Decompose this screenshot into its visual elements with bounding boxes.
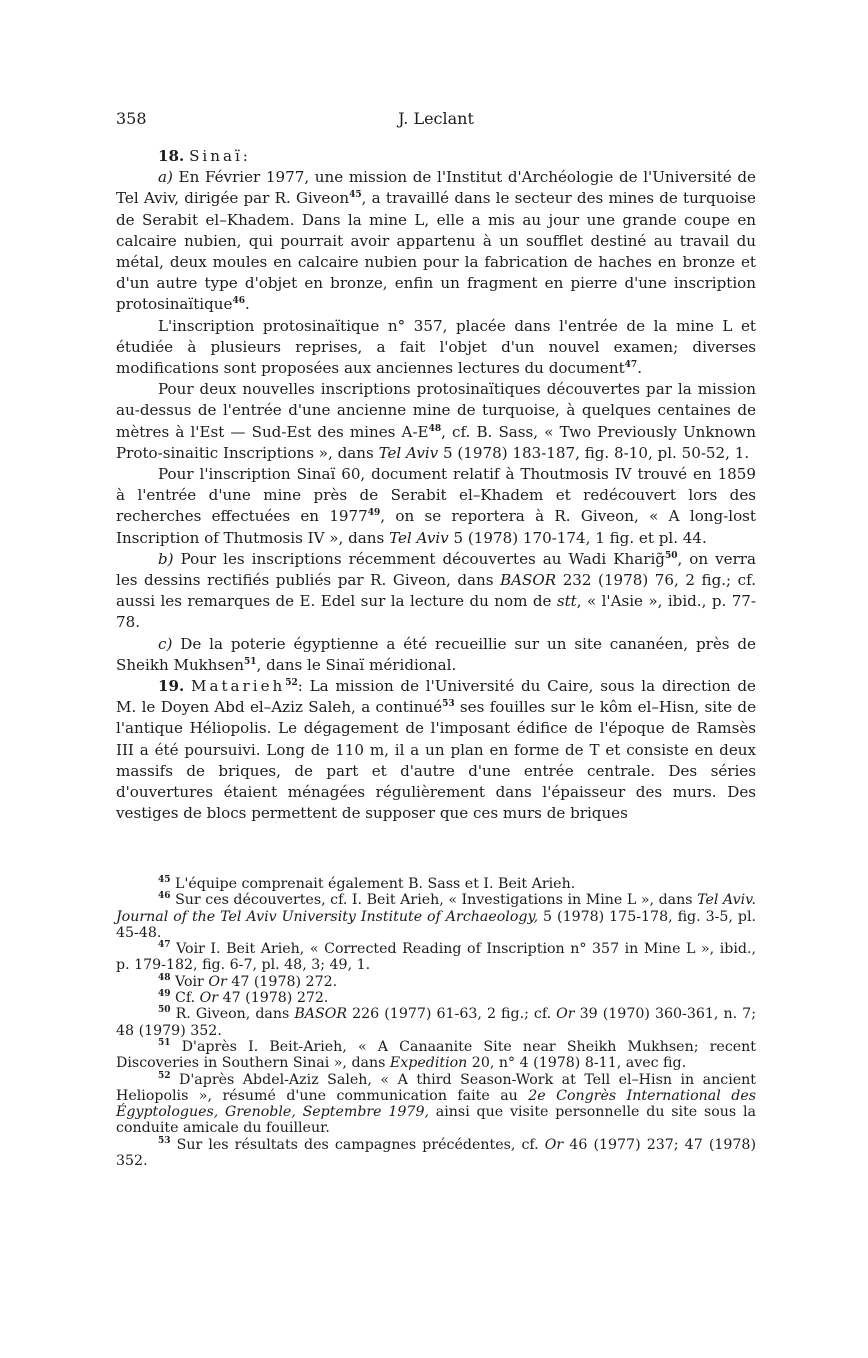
page-header	[116, 109, 756, 133]
paragraph-19: 19. Matarieh$^{52}$: La mission de l'Université du Caire, sous la direction de M. le Doyen Abd el–Aziz Saleh, a continué$^{53}$ ses fouilles sur le kôm el–Hisn, site de l'antique Héliopolis. Le dégagement de l'imposant édifice de l'époque de Ramsès III a été poursuivi. Long de 110 m, il a un plan en forme de T et consiste en deux massifs de briques, de part et d'autre d'une entrée centrale. Des séries d'ouvertures étaient ménagées régulièrement dans l'épaisseur des murs. Des vestiges de blocs permettent de supposer que ces murs de briques	[116, 677, 756, 823]
footnote-47: $^{47}$ Voir I. Beit Arieh, « Corrected Reading of Inscription n° 357 in Mine L », ibid., p. 179-182, fig. 6-7, pl. 48, 3; 49, 1.	[116, 940, 756, 974]
paragraph-18-sinai-60: Pour l'inscription Sinaï 60, document relatif à Thoutmosis IV trouvé en 1859 à l'entrée d'une mine près de Serabit el–Khadem et redécouvert lors des recherches effectuées en 1977$^{49}$, on se reportera à R. Giveon, « A long-lost Inscription of Thutmosis IV », dans Tel Aviv 5 (1978) 170-174, 1 fig. et pl. 44.	[116, 465, 756, 547]
footnote-ref-51: 51	[243, 656, 257, 667]
footnote-53: $^{53}$ Sur les résultats des campagnes précédentes, cf. Or 46 (1977) 237; 47 (1978) 352.	[116, 1135, 756, 1170]
footnote-51: $^{51}$ D'après I. Beit-Arieh, « A Canaanite Site near Sheikh Mukhsen; recent Discoveries in Southern Sinai », dans Expedition 20, n° 4 (1978) 8-11, avec fig.	[116, 1037, 756, 1072]
footnote-ref-49: 49	[367, 508, 381, 519]
main-text	[116, 146, 756, 825]
section-19-title: Matarieh	[191, 677, 286, 696]
footnote-ref-47: 47	[624, 360, 638, 371]
footnote-ref-52: 52	[285, 678, 298, 689]
footnote-ref-48: 48	[428, 423, 442, 434]
footnotes	[116, 876, 756, 1169]
footnote-45: $^{45}$ L'équipe comprenait également B. Sass et I. Beit Arieh.	[158, 875, 576, 892]
footnote-ref-50: 50	[664, 550, 678, 561]
section-18-title: Sinaï	[189, 147, 243, 165]
footnote-52: $^{52}$ D'après Abdel-Aziz Saleh, « A third Season-Work at Tell el–Hisn in ancient Heliopolis », résumé d'une communication faite au 2e Congrès International des Égyptologues, Grenoble, Septembre 1979, ainsi que visite personnelle du site sous la conduite amicale du fouilleur.	[116, 1070, 756, 1137]
page-number: 358	[116, 109, 147, 128]
footnote-50: $^{50}$ R. Giveon, dans BASOR 226 (1977) 61-63, 2 fig.; cf. Or 39 (1970) 360-361, n. 7; 48 (1979) 352.	[116, 1005, 756, 1039]
paragraph-18-new-inscriptions: Pour deux nouvelles inscriptions protosinaïtiques découvertes par la mission au-dessus de l'entrée d'une ancienne mine de turquoise, à quelques centaines de mètres à l'Est — Sud-Est des mines $A-E^{48}$, cf. B. Sass, « Two Previously Unknown Proto-sinaitic Inscriptions », dans Tel Aviv 5 (1978) 183-187, fig. 8-10, pl. 50-52, 1.	[116, 380, 756, 462]
footnote-46: $^{46}$ Sur ces découvertes, cf. I. Beit Arieh, « Investigations in Mine L », dans Tel Aviv. Journal of the Tel Aviv University Institute of Archaeology, 5 (1978) 175-178, fig. 3-5, pl. 45-48.	[116, 891, 757, 941]
footnote-ref-45: 45	[349, 190, 362, 201]
running-head-author: J. Leclant	[398, 109, 474, 128]
paragraph-18c: c) De la poterie égyptienne a été recueillie sur un site cananéen, près de Sheikh Mukhsen$^{51}$, dans le Sinaï méridional.	[116, 634, 756, 674]
section-19-number: 19.	[158, 677, 185, 696]
paragraph-18a: a) En Février 1977, une mission de l'Institut d'Archéologie de l'Université de Tel Aviv, dirigée par R. Giveon$^{45}$, a travaillé dans le secteur des mines de turquoise de Serabit el–Khadem. Dans la mine L, elle a mis au jour une grande coupe en calcaire nubien, qui pourrait avoir appartenu à un soufflet destiné au travail du métal, deux moules en calcaire nubien pour la fabrication de haches en bronze et d'un autre type d'objet en bronze, enfin un fragment en pierre d'une inscription protosinaïtique$^{46}$.	[116, 168, 756, 314]
footnote-48: $^{48}$ Voir Or 47 (1978) 272.	[158, 972, 338, 990]
paragraph-18b: b) Pour les inscriptions récemment découvertes au Wadi Kharig̃$^{50}$, on verra les dessins rectifiés publiés par R. Giveon, dans BASOR 232 (1978) 76, 2 fig.; cf. aussi les remarques de E. Edel sur la lecture du nom de stt, « l'Asie », ibid., p. 77-78.	[116, 549, 756, 632]
paragraph-18-inscription-357: L'inscription protosinaïtique n° 357, placée dans l'entrée de la mine L et étudiée à plusieurs reprises, a fait l'objet d'un nouvel examen; diverses modifications sont proposées aux anciennes lectures du document$^{47}$.	[116, 316, 756, 378]
footnote-49: $^{49}$ Cf. Or 47 (1978) 272.	[158, 989, 329, 1007]
footnote-ref-46: 46	[232, 296, 245, 307]
section-18-heading: 18. Sinaï:	[158, 147, 248, 165]
footnote-ref-53: 53	[442, 699, 455, 710]
